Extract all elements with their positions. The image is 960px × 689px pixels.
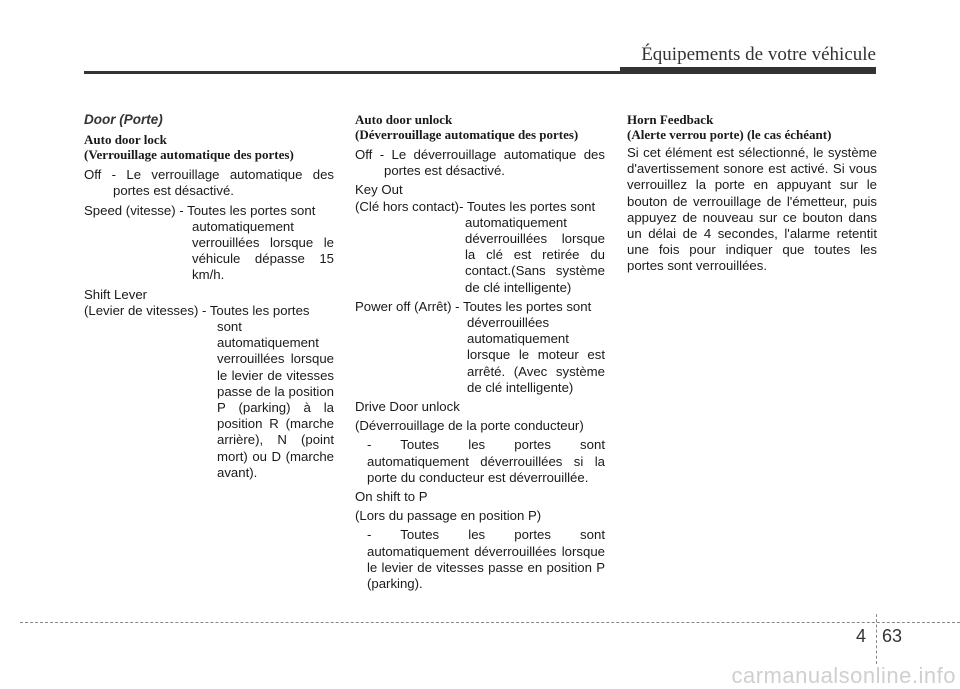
shift-sub: (Levier de vitesses) - Toutes les portes	[84, 302, 310, 318]
horn-desc: Si cet élément est sélectionné, le système d'avertissement sonore est activé. Si vous verrouillez la porte en appuyant sur le bouton de verrouillage de l'émetteur, puis appuyez de nouveau sur ce bouton dans un délai de 4 secondes, l'alarme retentit une fois pour indiquer que toutes les portes sont verrouillées.	[627, 145, 877, 274]
autolock-off-text: Off - Le verrouillage automatique des portes est désactivé.	[84, 167, 334, 199]
shift-label: Shift Lever	[84, 286, 148, 302]
poweroff-option	[355, 299, 605, 396]
autolock-title: Auto door lock	[84, 132, 167, 148]
column-2	[355, 112, 605, 592]
driver-label: Drive Door unlock	[355, 399, 460, 415]
footer-rule	[20, 622, 960, 623]
autolock-subtitle: (Verrouillage automatique des portes)	[84, 147, 294, 163]
unlock-off-text: Off - Le déverrouillage automatique des portes est désactivé.	[355, 147, 605, 179]
chapter-title: Équipements de votre véhicule	[641, 44, 876, 65]
shift-option	[84, 287, 334, 481]
column-1	[84, 112, 334, 481]
unlock-subtitle: (Déverrouillage automatique des portes)	[355, 127, 579, 142]
poweroff-desc: déverrouillées automatiquement lorsque le moteur est arrêté. (Avec système de clé intelligente)	[467, 315, 605, 395]
shift-desc: sont automatiquement verrouillées lorsque le levier de vitesses passe de la position P (parking) à la position R (marche arrière), N (point mort) ou D (marche avant).	[217, 319, 334, 480]
section-title: Door (Porte)	[84, 112, 163, 127]
page-number: 63	[882, 626, 903, 646]
keyout-sub: (Clé hors contact)- Toutes les portes sont	[355, 198, 596, 214]
keyout-label: Key Out	[355, 182, 403, 198]
chapter-number: 4	[856, 626, 867, 646]
speed-desc: automatiquement verrouillées lorsque le véhicule dépasse 15 km/h.	[192, 218, 334, 283]
speed-option	[84, 203, 334, 284]
horn-subtitle: (Alerte verrou porte) (le cas échéant)	[627, 127, 832, 142]
driver-unlock-option	[355, 399, 605, 486]
column-3	[627, 112, 877, 275]
driver-sub: (Déverrouillage de la porte conducteur)	[355, 418, 584, 434]
header-rule-tab	[620, 67, 876, 74]
poweroff-label: Power off (Arrêt) - Toutes les portes sont	[355, 298, 592, 314]
unlock-title: Auto door unlock	[355, 112, 453, 127]
onshift-label: On shift to P	[355, 489, 428, 505]
onshift-option	[355, 489, 605, 592]
keyout-desc: automatiquement déverrouillées lorsque la clé est retirée du contact.(Sans système de clé intelligente)	[465, 214, 605, 295]
onshift-desc: - Toutes les portes sont automatiquement déverrouillées lorsque le levier de vitesses passe en position P (parking).	[367, 527, 605, 592]
speed-label: Speed (vitesse) - Toutes les portes sont	[84, 202, 316, 218]
footer-divider	[876, 614, 877, 664]
driver-desc: - Toutes les portes sont automatiquement déverrouillées si la porte du conducteur est déverrouillée.	[367, 437, 605, 485]
horn-title: Horn Feedback	[627, 112, 714, 127]
onshift-sub: (Lors du passage en position P)	[355, 508, 542, 524]
keyout-option	[355, 182, 605, 295]
watermark: carmanualsonline.info	[731, 663, 956, 688]
